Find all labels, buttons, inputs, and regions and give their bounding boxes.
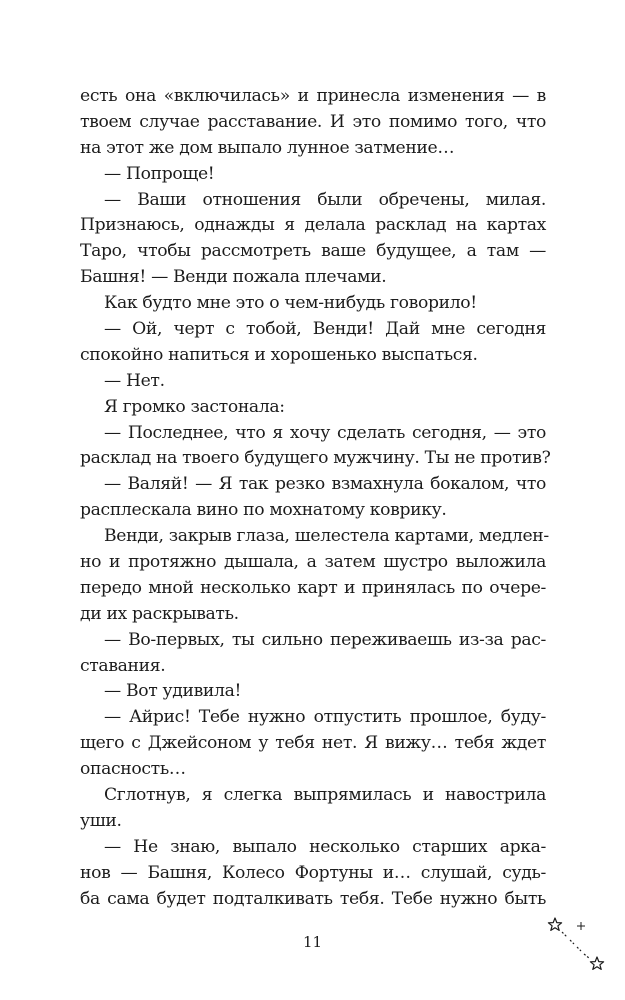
text-line: Как будто мне это о чем-нибудь говорило! [104,293,477,314]
text-line: — Айрис! Тебе нужно отпустить прошлое, буду- [104,707,546,728]
text-line: Я громко застонала: [104,396,285,417]
star-constellation-icon [545,910,615,980]
text-line: — Вот удивила! [104,681,242,702]
text-line: расплескала вино по мохнатому коврику. [80,500,447,521]
text-line: спокойно напиться и хорошенько выспаться. [80,344,478,365]
text-line: передо мной несколько карт и принялась по очере- [80,577,546,598]
text-line: — Последнее, что я хочу сделать сегодня, — это [104,422,546,443]
text-line: — Во-первых, ты сильно переживаешь из-за рас- [104,629,546,650]
body-text [80,84,551,913]
text-line: на этот же дом выпало лунное затмение… [80,137,455,158]
text-line: Сглотнув, я слегка выпрямилась и навострила [104,785,546,806]
page-number: 11 [302,933,323,951]
text-line: Таро, чтобы рассмотреть ваше будущее, а там — [80,241,546,262]
text-line: Венди, закрыв глаза, шелестела картами, медлен- [104,526,549,547]
text-line: ставания. [80,655,166,676]
text-line: Башня! — Венди пожала плечами. [80,267,387,288]
text-line: — Попроще! [104,163,215,184]
text-line: Признаюсь, однажды я делала расклад на картах [80,215,546,236]
text-line: — Нет. [104,370,165,391]
text-line: ди их раскрывать. [80,603,239,624]
text-line: есть она «включилась» и принесла изменения — в [80,86,546,106]
text-line: расклад на твоего будущего мужчину. Ты не против? [80,448,551,469]
text-line: — Ваши отношения были обречены, милая. [104,189,546,210]
text-line: — Ой, черт с тобой, Венди! Дай мне сегодня [104,319,546,340]
text-line: уши. [80,810,122,831]
text-line: — Валяй! — Я так резко взмахнула бокалом, что [104,474,546,495]
text-line: но и протяжно дышала, а затем шустро выложила [80,552,546,573]
text-line: твоем случае расставание. И это помимо того, что [80,111,546,132]
text-line: щего с Джейсоном у тебя нет. Я вижу… тебя ждет [80,733,546,754]
text-line: ба сама будет подталкивать тебя. Тебе нужно быть [80,888,546,909]
text-line: опасность… [80,759,186,780]
text-line: нов — Башня, Колесо Фортуны и… слушай, судь- [80,862,546,883]
text-line: — Не знаю, выпало несколько старших арка- [104,836,546,857]
